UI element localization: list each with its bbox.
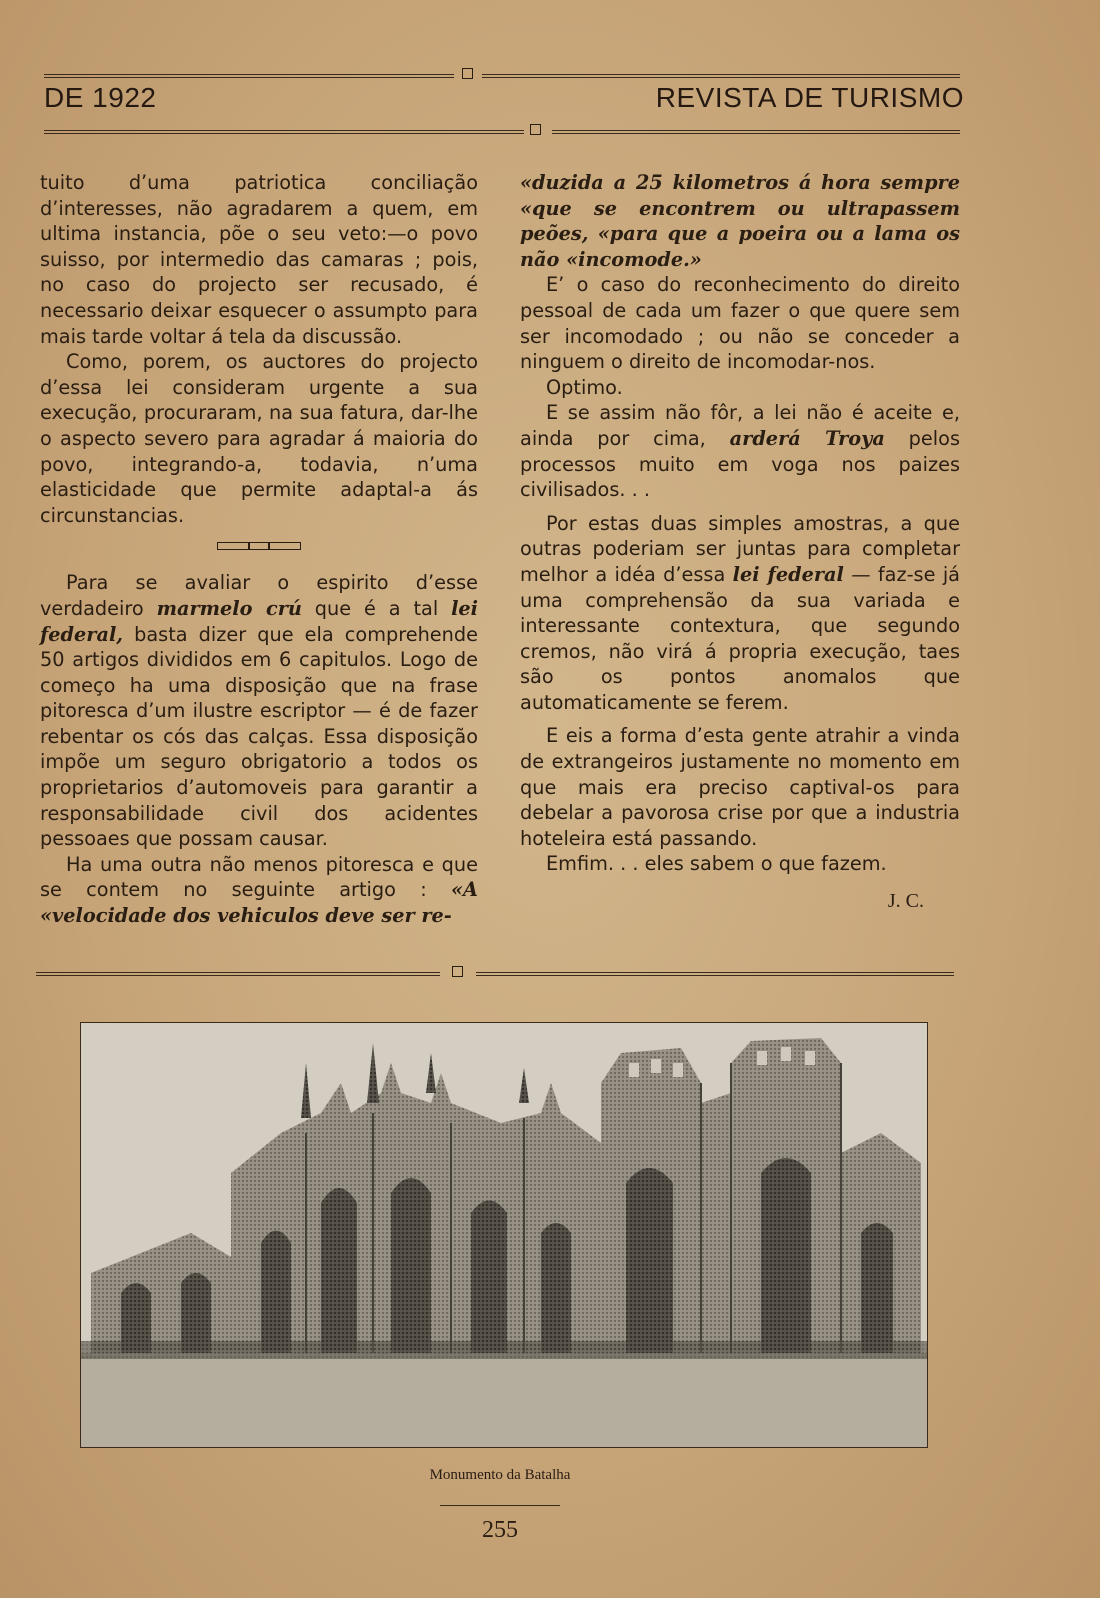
left-paragraph-3 [40,570,478,852]
right-paragraph-6: Emfim. . . eles sabem o que fazem. [546,852,887,876]
left-column [40,170,478,929]
right-paragraph-4-a: Por estas duas simples amostras, a que outras poderiam ser juntas para completar melhor a idéa d’essa [520,511,960,586]
section-ornament [217,542,301,550]
right-paragraph-4-italic: lei federal [732,562,844,586]
header-rule-right [552,130,960,134]
header-rule-left [44,130,524,134]
right-paragraph-5: E eis a forma d’esta gente atrahir a vinda de extrangeiros justamente no momento em que mais era preciso captival-os para debelar a pavorosa crise por que a industria hoteleira está passando. [520,724,960,850]
left-paragraph-1: tuito d’uma patriotica conciliação d’interesses, não agradarem a quem, em ultima instancia, põe o seu veto:—o povo suisso, por intermedio das camaras ; pois, no caso do projecto ser recusado, é necessario deixar esquecer o assumpto para mais tarde voltar á tela da discussão. [40,171,478,348]
right-paragraph-2: Optimo. [546,375,623,399]
signature: J. C. [887,890,924,913]
photo-rule-left [36,972,440,976]
left-paragraph-3-italic-2: lei federal, [40,596,478,646]
left-paragraph-3-c: basta dizer que ela comprehende 50 artigos divididos em 6 capitulos. Logo de começo ha uma disposição que na frase pitoresca d’um ilustre escriptor — é de fazer rebentar os cós das calças. Essa disposição impõe um seguro obrigatorio a todos os proprietarios d’automoveis para garantir a responsabilidade civil dos acidentes pessoaes que possam causar. [40,622,478,851]
left-paragraph-3-italic-1: marmelo crú [156,596,302,620]
top-rule-left [44,74,454,78]
header-rule-square [530,124,541,135]
right-paragraph-3-italic: arderá Troya [729,426,885,450]
left-paragraph-3-b: que é a tal [301,596,452,620]
left-paragraph-3-a: Para se avaliar o espirito d’esse verdadeiro [40,571,478,620]
photo-caption: Monumento da Batalha [429,1467,571,1483]
right-paragraph-1: E’ o caso do reconhecimento do direito pessoal de cada um fazer o que quere sem ser incomodado ; ou não se conceder a ninguem o direito de incomodar-nos. [520,273,960,374]
caption-rule [440,1505,560,1506]
right-column [520,170,960,915]
left-paragraph-4-a: Ha uma outra não menos pitoresca e que se contem no seguinte artigo : [40,852,478,902]
top-rule-square [462,68,473,79]
right-paragraph-3-a: E se assim não fôr, a lei não é aceite e, ainda por cima, [520,401,960,450]
header-date: DE 1922 [44,82,157,113]
right-paragraph-4 [520,511,960,716]
right-paragraph-3-b: pelos processos muito em voga nos paizes civilisados. . . [520,426,960,502]
photo-rule-right [476,972,954,976]
top-rule-right [482,74,960,78]
monument-illustration [81,1023,927,1447]
header-title: REVISTA DE TURISMO [655,82,964,113]
left-paragraph-4 [40,852,478,929]
page-number: 255 [482,1517,518,1543]
right-quote [520,170,960,272]
left-paragraph-2: Como, porem, os auctores do projecto d’essa lei consideram urgente a sua execução, procuraram, na sua fatura, dar-lhe o aspecto severo para agradar á maioria do povo, integrando-a, todavia, n’uma elasticidade que permite adaptal-a ás circunstancias. [40,350,478,527]
left-paragraph-4-italic: «A «velocidade dos vehiculos deve ser re- [40,878,478,928]
monument-photo [80,1022,928,1448]
right-paragraph-4-b: — faz-se já uma comprehensão da sua variada e interessante contextura, que segundo cremos, não virá á propria execução, taes são os pontos anomalos que automaticamente se ferem. [520,562,961,714]
photo-rule-square [452,966,463,977]
right-quote-text: «duzida a 25 kilometros á hora sempre «que se encontrem ou ultrapassem peões, «para que a poeira ou a lama os não «incomode.» [520,171,960,271]
right-paragraph-3 [520,400,960,502]
